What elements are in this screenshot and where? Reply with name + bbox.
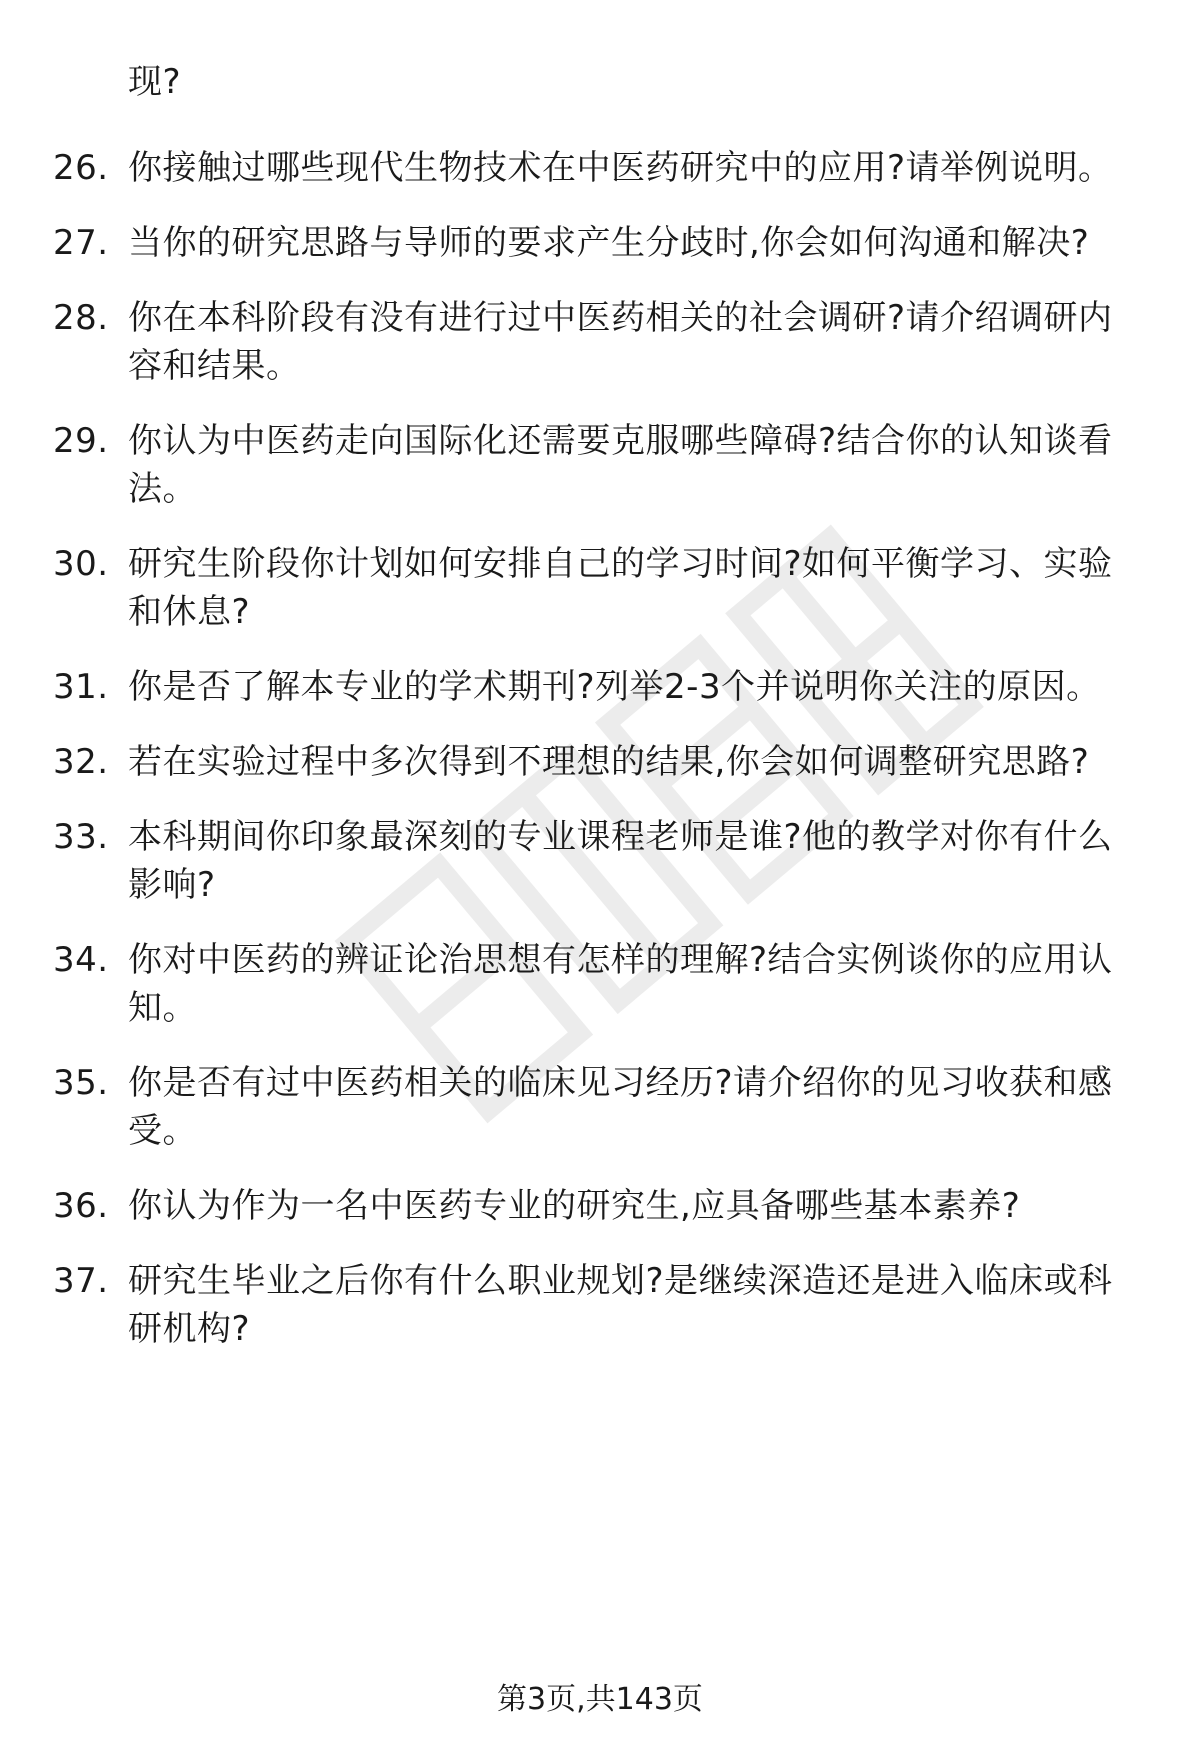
question-text: 你对中医药的辨证论治思想有怎样的理解?结合实例谈你的应用认知。 — [128, 940, 1113, 1028]
question-text: 你是否有过中医药相关的临床见习经历?请介绍你的见习收获和感受。 — [128, 1063, 1113, 1151]
question-text: 你接触过哪些现代生物技术在中医药研究中的应用?请举例说明。 — [128, 148, 1113, 188]
question-text: 你认为作为一名中医药专业的研究生,应具备哪些基本素养? — [128, 1186, 1021, 1226]
question-text: 当你的研究思路与导师的要求产生分歧时,你会如何沟通和解决? — [128, 223, 1090, 263]
question-item — [0, 540, 1200, 636]
question-text: 研究生毕业之后你有什么职业规划?是继续深造还是进入临床或科研机构? — [128, 1261, 1113, 1349]
question-list — [0, 144, 1200, 1380]
question-number: 34. — [53, 940, 109, 980]
question-number: 26. — [53, 148, 109, 188]
question-item — [0, 936, 1200, 1032]
question-item — [0, 219, 1200, 267]
question-text: 你在本科阶段有没有进行过中医药相关的社会调研?请介绍调研内容和结果。 — [128, 298, 1113, 386]
question-number: 33. — [53, 817, 109, 857]
question-text: 你认为中医药走向国际化还需要克服哪些障碍?结合你的认知谈看法。 — [128, 421, 1113, 509]
continued-text: 现? — [128, 62, 182, 102]
question-item — [0, 294, 1200, 390]
question-item — [0, 1059, 1200, 1155]
question-number: 29. — [53, 421, 109, 461]
question-text: 你是否了解本专业的学术期刊?列举2-3个并说明你关注的原因。 — [128, 667, 1101, 707]
question-number: 35. — [53, 1063, 109, 1103]
question-number: 31. — [53, 667, 109, 707]
question-number: 32. — [53, 742, 109, 782]
question-text: 研究生阶段你计划如何安排自己的学习时间?如何平衡学习、实验和休息? — [128, 544, 1113, 632]
question-item — [0, 417, 1200, 513]
question-item — [0, 738, 1200, 786]
question-text: 本科期间你印象最深刻的专业课程老师是谁?他的教学对你有什么影响? — [128, 817, 1113, 905]
question-item — [0, 1182, 1200, 1230]
question-number: 36. — [53, 1186, 109, 1226]
question-number: 37. — [53, 1261, 109, 1301]
question-item — [0, 813, 1200, 909]
question-text: 若在实验过程中多次得到不理想的结果,你会如何调整研究思路? — [128, 742, 1090, 782]
question-item — [0, 144, 1200, 192]
page-footer: 第3页,共143页 — [497, 1682, 703, 1717]
question-number: 28. — [53, 298, 109, 338]
question-item — [0, 663, 1200, 711]
question-number: 27. — [53, 223, 109, 263]
question-number: 30. — [53, 544, 109, 584]
question-item — [0, 1257, 1200, 1353]
